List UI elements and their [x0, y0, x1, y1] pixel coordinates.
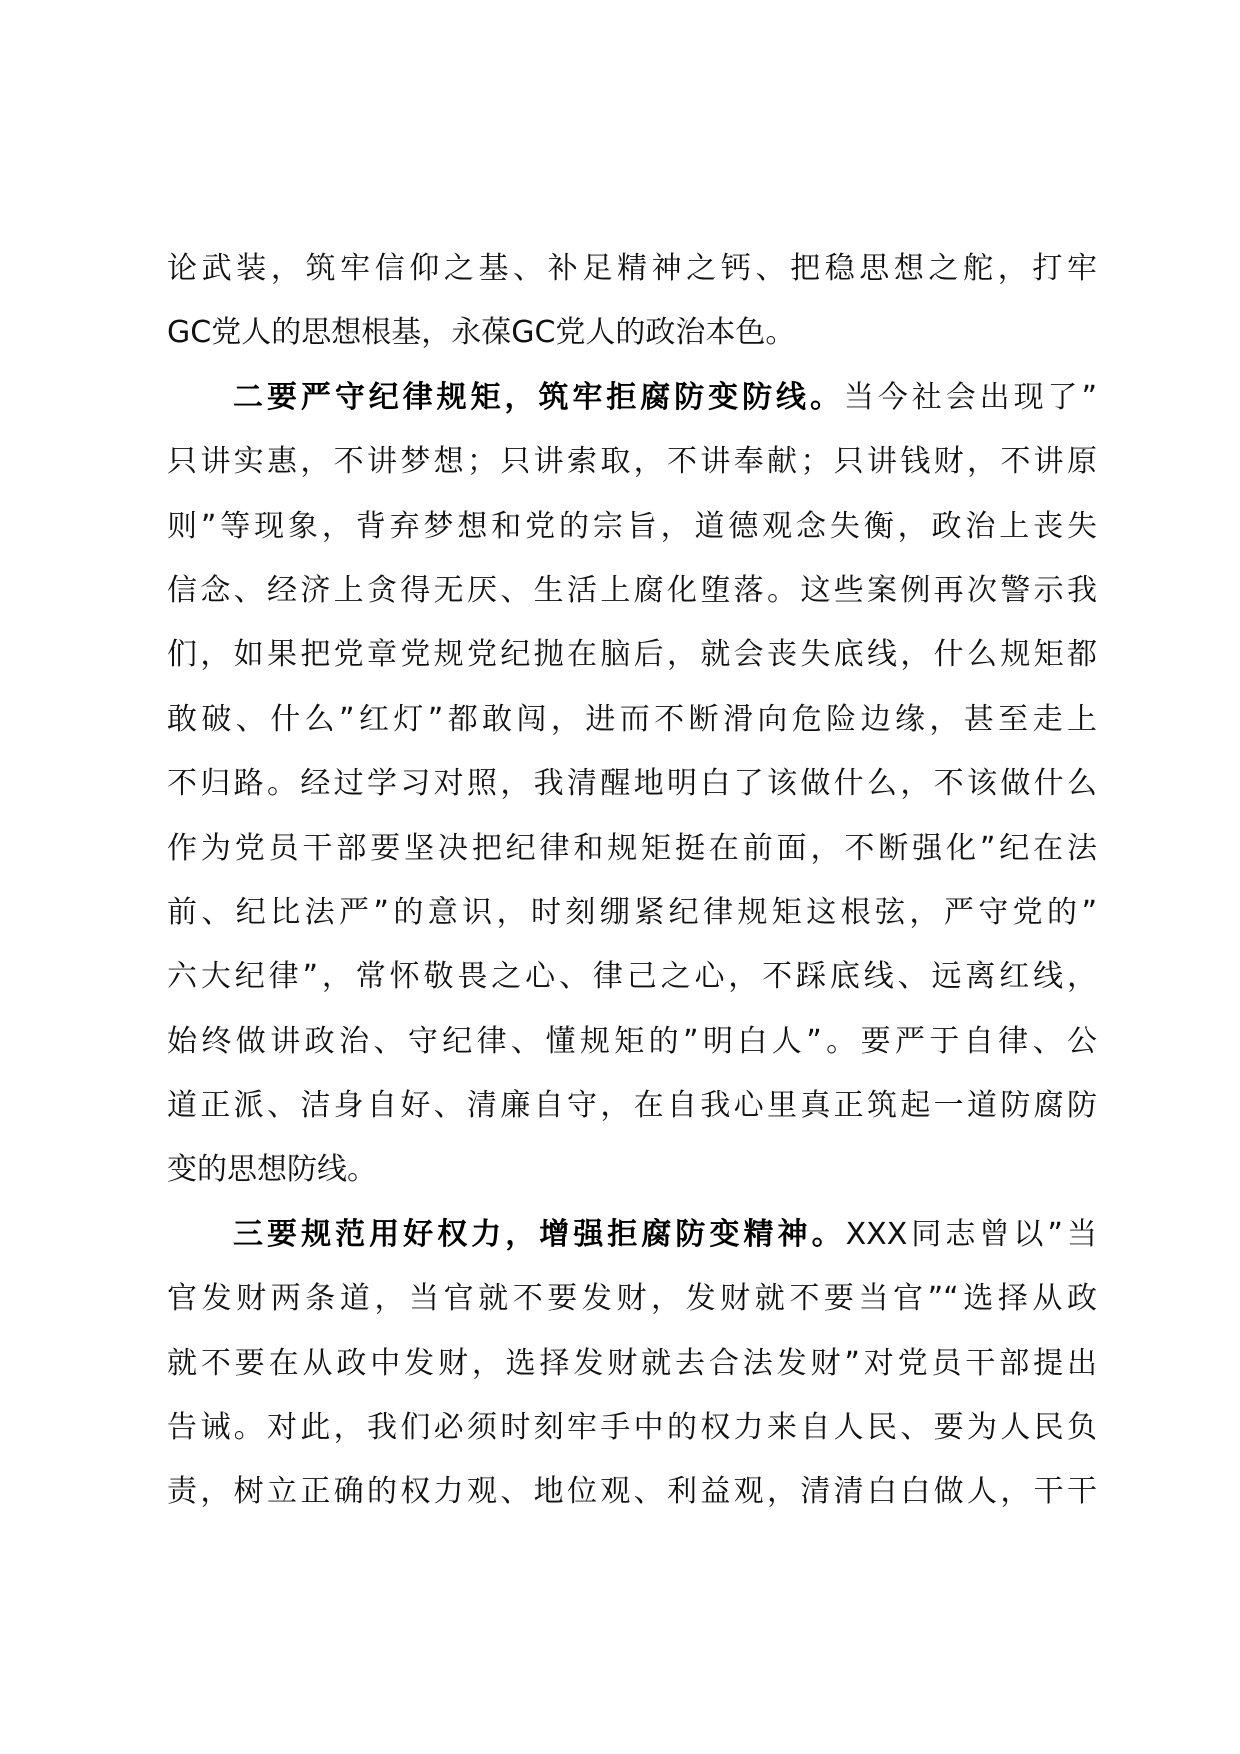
text-line: 敢破、什么”红灯”都敢闯，进而不断滑向危险边缘，甚至走上 — [167, 701, 1097, 737]
text-line: 道正派、洁身自好、清廉自守，在自我心里真正筑起一道防腐防 — [167, 1088, 1097, 1124]
document-page — [167, 237, 1097, 1525]
text-line: 始终做讲政治、守纪律、懂规矩的”明白人”。要严于自律、公 — [167, 1023, 1097, 1059]
text-line: 官发财两条道，当官就不要发财，发财就不要当官”“选择从政 — [167, 1281, 1097, 1317]
text-line: 论武装，筑牢信仰之基、补足精神之钙、把稳思想之舵，打牢 — [167, 251, 1097, 286]
text-line: 六大纪律”，常怀敬畏之心、律己之心，不踩底线、远离红线， — [167, 959, 1097, 995]
paragraph-text: XXX同志曾以”当 — [845, 1216, 1097, 1252]
text-line: 变的思想防线。 — [167, 1152, 377, 1188]
text-line: 就不要在从政中发财，选择发财就去合法发财”对党员干部提出 — [167, 1345, 1097, 1381]
text-line: 作为党员干部要坚决把纪律和规矩挺在前面，不断强化”纪在法 — [167, 830, 1097, 866]
paragraph-heading-line — [167, 366, 1097, 430]
text-line: 告诫。对此，我们必须时刻牢手中的权力来自人民、要为人民负 — [167, 1410, 1097, 1446]
paragraph-heading-line — [167, 1203, 1097, 1267]
paragraph-text: 当今社会出现了” — [843, 379, 1097, 415]
paragraph-lead: 二要严守纪律规矩，筑牢拒腐防变防线。 — [233, 379, 844, 415]
text-line: 不归路。经过学习对照，我清醒地明白了该做什么，不该做什么 — [167, 766, 1097, 802]
text-line: 只讲实惠，不讲梦想；只讲索取，不讲奉献；只讲钱财，不讲原 — [167, 444, 1097, 480]
text-line: 则”等现象，背弃梦想和党的宗旨，道德观念失衡，政治上丧失 — [167, 508, 1097, 544]
paragraph-lead: 三要规范用好权力，增强拒腐防变精神。 — [233, 1216, 846, 1252]
text-line: 责，树立正确的权力观、地位观、利益观，清清白白做人，干干 — [167, 1474, 1097, 1510]
text-line: 信念、经济上贪得无厌、生活上腐化堕落。这些案例再次警示我 — [167, 572, 1097, 608]
text-line: 前、纪比法严”的意识，时刻绷紧纪律规矩这根弦，严守党的” — [167, 894, 1097, 930]
text-line: GC党人的思想根基，永葆GC党人的政治本色。 — [167, 315, 796, 351]
text-line: 们，如果把党章党规党纪抛在脑后，就会丧失底线，什么规矩都 — [167, 637, 1097, 673]
